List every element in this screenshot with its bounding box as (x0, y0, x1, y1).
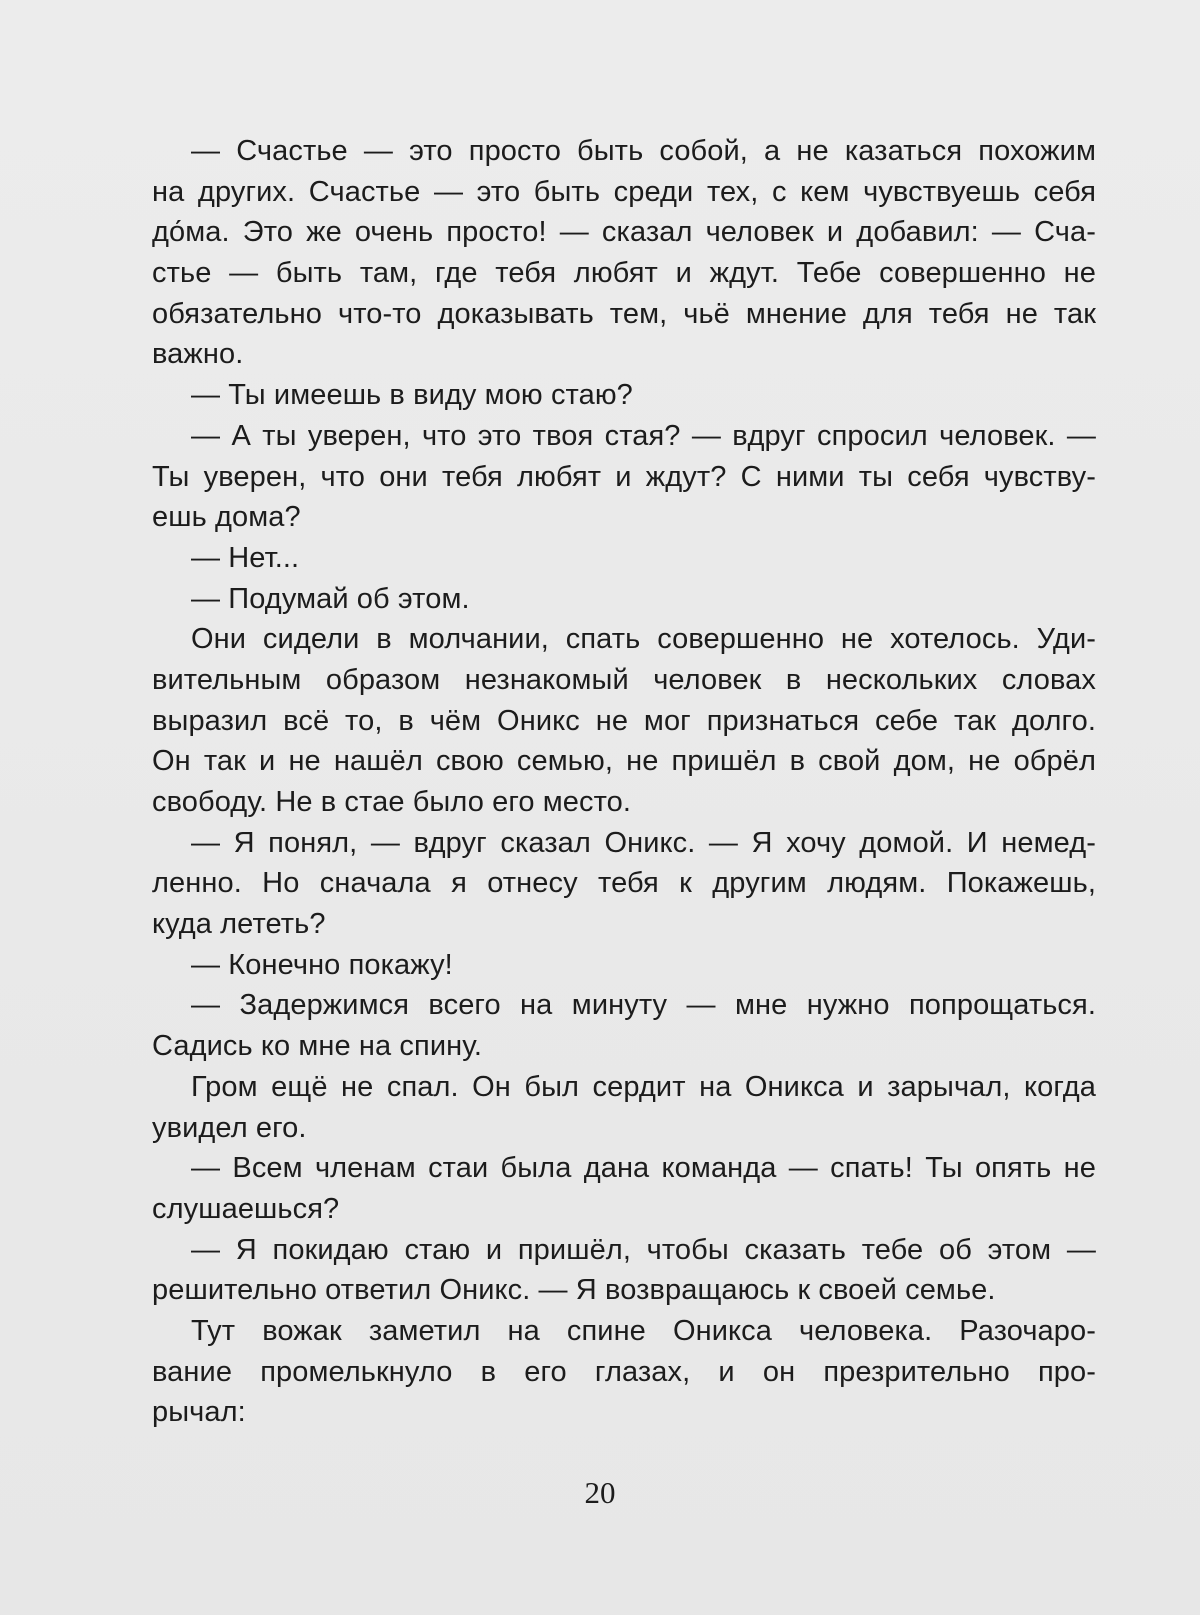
text-line: выразил всё то, в чём Оникс не мог признаться себе так долго. (152, 704, 1096, 737)
text-line: — Подумай об этом. (191, 582, 470, 615)
page-number: 20 (584, 1475, 616, 1510)
text-line: куда лететь? (152, 908, 326, 941)
text-line: Он так и не нашёл свою семью, не пришёл в свой дом, не обрёл (152, 745, 1096, 778)
text-line: свободу. Не в стае было его место. (152, 786, 632, 818)
text-line: на других. Счастье — это быть среди тех, с кем чувствуешь себя (152, 175, 1096, 208)
text-line: — Нет... (191, 541, 300, 574)
text-line: — Задержимся всего на минуту — мне нужно попрощаться. (191, 989, 1096, 1022)
text-line: — Я покидаю стаю и пришёл, чтобы сказать тебе об этом — (191, 1233, 1096, 1266)
text-line: — Конечно покажу! (191, 948, 453, 981)
text-line: Тут вожак заметил на спине Оникса человека. Разочаро- (191, 1314, 1096, 1347)
text-line: — Всем членам стаи была дана команда — спать! Ты опять не (191, 1152, 1096, 1185)
text-line: вание промелькнуло в его глазах, и он презрительно про- (152, 1355, 1096, 1388)
text-line: Садись ко мне на спину. (152, 1030, 483, 1063)
text-line: — Счастье — это просто быть собой, а не казаться похожим (191, 135, 1096, 167)
text-line: Гром ещё не спал. Он был сердит на Оникса и зарычал, когда (191, 1070, 1096, 1103)
text-line: решительно ответил Оникс. — Я возвращаюсь к своей семье. (152, 1274, 996, 1307)
text-line: Ты уверен, что они тебя любят и ждут? С ними ты себя чувству- (152, 460, 1096, 493)
text-line: — А ты уверен, что это твоя стая? — вдруг спросил человек. — (191, 419, 1096, 452)
text-line: до́ма. Это же очень просто! — сказал человек и добавил: — Сча- (152, 216, 1096, 249)
text-line: — Я понял, — вдруг сказал Оникс. — Я хочу домой. И немед- (191, 826, 1096, 859)
text-line: вительным образом незнакомый человек в нескольких словах (152, 663, 1096, 696)
text-line: слушаешься? (152, 1192, 340, 1225)
text-line: — Ты имеешь в виду мою стаю? (191, 379, 633, 412)
text-line: увидел его. (152, 1111, 307, 1144)
text-line: важно. (152, 338, 244, 371)
body-text (152, 131, 1096, 1433)
text-line: ленно. Но сначала я отнесу тебя к другим людям. Покажешь, (152, 867, 1096, 900)
text-line: Они сидели в молчании, спать совершенно не хотелось. Уди- (191, 623, 1096, 656)
text-line: ешь дома? (152, 501, 301, 534)
text-line: рычал: (152, 1396, 246, 1429)
text-line: стье — быть там, где тебя любят и ждут. Тебе совершенно не (152, 257, 1096, 290)
text-line: обязательно что-то доказывать тем, чьё мнение для тебя не так (152, 297, 1096, 330)
